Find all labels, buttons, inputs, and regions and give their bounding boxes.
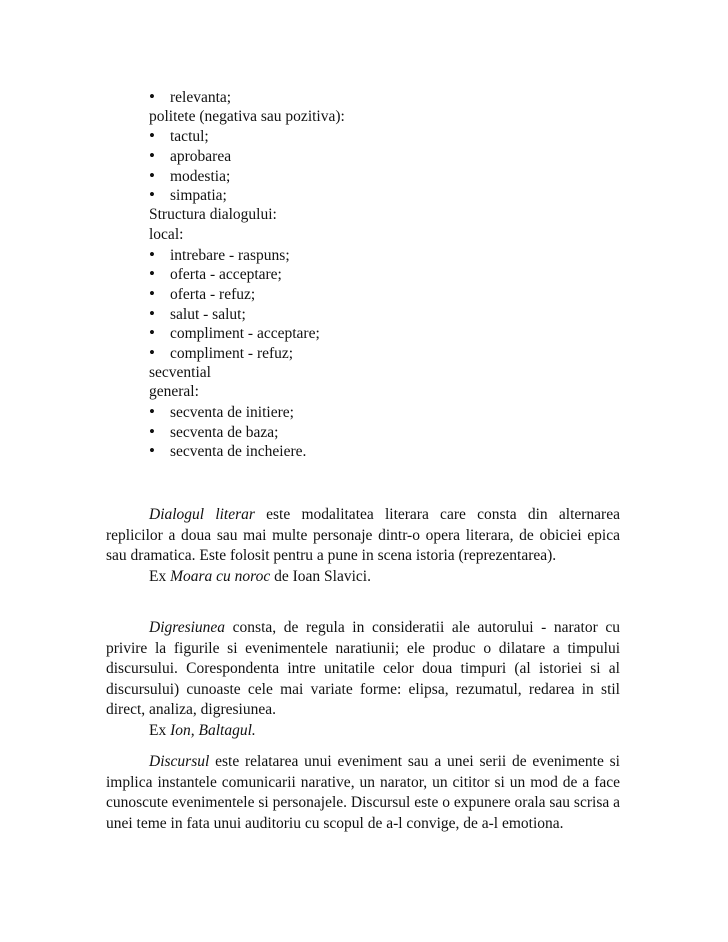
- example-title: Ion, Baltagul.: [170, 721, 256, 739]
- example-prefix: Ex: [149, 567, 171, 585]
- list-item-text: local:: [149, 225, 184, 243]
- term-dialogul-literar: Dialogul literar: [149, 506, 255, 523]
- example-prefix: Ex: [149, 721, 171, 739]
- digresiunea-text: consta, de regula in consideratii ale autorului - narator cu privire la figurile si evenimentele naratiunii; ele produc o dilatare a timpului discursului. Corespondenta intre unitatile celor doua timpuri (al istoriei si al discursului) cunoaste cele mai variate forme: elipsa, rezumatul, redarea in stil direct, analiza, digresiunea.: [106, 619, 620, 718]
- bullet-list-item: [149, 87, 629, 107]
- bullet-icon: [149, 245, 170, 266]
- example-title: Moara cu noroc: [170, 567, 271, 585]
- list-item-text: oferta - acceptare;: [170, 266, 282, 284]
- bullet-icon: [149, 304, 170, 325]
- bullet-icon: [149, 264, 170, 285]
- list-item-text: tactul;: [170, 128, 209, 146]
- bullet-icon: [149, 87, 170, 108]
- example-suffix: de Ioan Slavici.: [270, 567, 371, 585]
- list-item-text: compliment - refuz;: [170, 344, 294, 362]
- bullet-list-item: [149, 304, 629, 324]
- bullet-icon: [149, 402, 170, 423]
- bullet-icon: [149, 441, 170, 462]
- bullet-list-item: [149, 284, 629, 304]
- bullet-icon: [149, 185, 170, 206]
- list-item-text: Structura dialogului:: [149, 206, 277, 224]
- bullet-list-item: [149, 185, 629, 205]
- bullet-icon: [149, 146, 170, 167]
- list-item-text: secventa de incheiere.: [170, 443, 307, 461]
- list-item-text: oferta - refuz;: [170, 285, 256, 303]
- bullet-list-item: [149, 146, 629, 166]
- example-line: [106, 567, 620, 588]
- list-heading-line: [149, 205, 629, 225]
- dialogue-structure-list: [149, 87, 629, 461]
- paragraph-discursul: [106, 752, 620, 834]
- example-line: [106, 721, 620, 742]
- list-heading-line: [149, 225, 629, 245]
- bullet-icon: [149, 284, 170, 305]
- list-heading-line: [149, 382, 629, 402]
- dialogul-literar-text: este modalitatea literara care consta din alternarea replicilor a doua sau mai multe personaje dintr-o opera literara, de obiciei epica sau dramatica. Este folosit pentru a pune in scena istoria (reprezentarea).: [106, 506, 620, 564]
- discursul-text: este relatarea unui eveniment sau a unei serii de evenimente si implica instantele comunicarii narative, un narator, un cititor si un mod de a face cunoscute evenimentele si personajele. Discursul este o expunere orala sau scrisa a unei teme in fata unui auditoriu cu scopul de a-l convige, de a-l emotiona.: [106, 753, 620, 832]
- paragraph-digresiunea: [106, 618, 620, 741]
- list-item-text: salut - salut;: [170, 305, 246, 323]
- list-item-text: secvential: [149, 363, 211, 381]
- paragraph-dialogul-literar: [106, 505, 620, 587]
- list-item-text: aprobarea: [170, 148, 232, 166]
- term-digresiunea: Digresiunea: [149, 619, 226, 636]
- bullet-icon: [149, 422, 170, 443]
- bullet-icon: [149, 323, 170, 344]
- list-heading-line: [149, 363, 629, 383]
- list-item-text: secventa de baza;: [170, 423, 279, 441]
- list-item-text: politete (negativa sau pozitiva):: [149, 107, 345, 125]
- list-item-text: secventa de initiere;: [170, 404, 294, 421]
- bullet-icon: [149, 126, 170, 147]
- bullet-list-item: [149, 245, 629, 265]
- bullet-list-item: [149, 126, 629, 146]
- bullet-icon: [149, 166, 170, 187]
- bullet-list-item: [149, 422, 629, 442]
- term-discursul: Discursul: [149, 753, 210, 770]
- list-item-text: compliment - acceptare;: [170, 325, 320, 343]
- bullet-list-item: [149, 402, 629, 422]
- bullet-icon: [149, 343, 170, 364]
- bullet-list-item: [149, 343, 629, 363]
- bullet-list-item: [149, 323, 629, 343]
- list-item-text: intrebare - raspuns;: [170, 246, 290, 264]
- bullet-list-item: [149, 441, 629, 461]
- list-item-text: general:: [149, 383, 199, 401]
- bullet-list-item: [149, 166, 629, 186]
- list-heading-line: [149, 107, 629, 127]
- bullet-list-item: [149, 264, 629, 284]
- list-item-text: modestia;: [170, 167, 231, 185]
- list-item-text: relevanta;: [170, 89, 232, 106]
- list-item-text: simpatia;: [170, 187, 227, 205]
